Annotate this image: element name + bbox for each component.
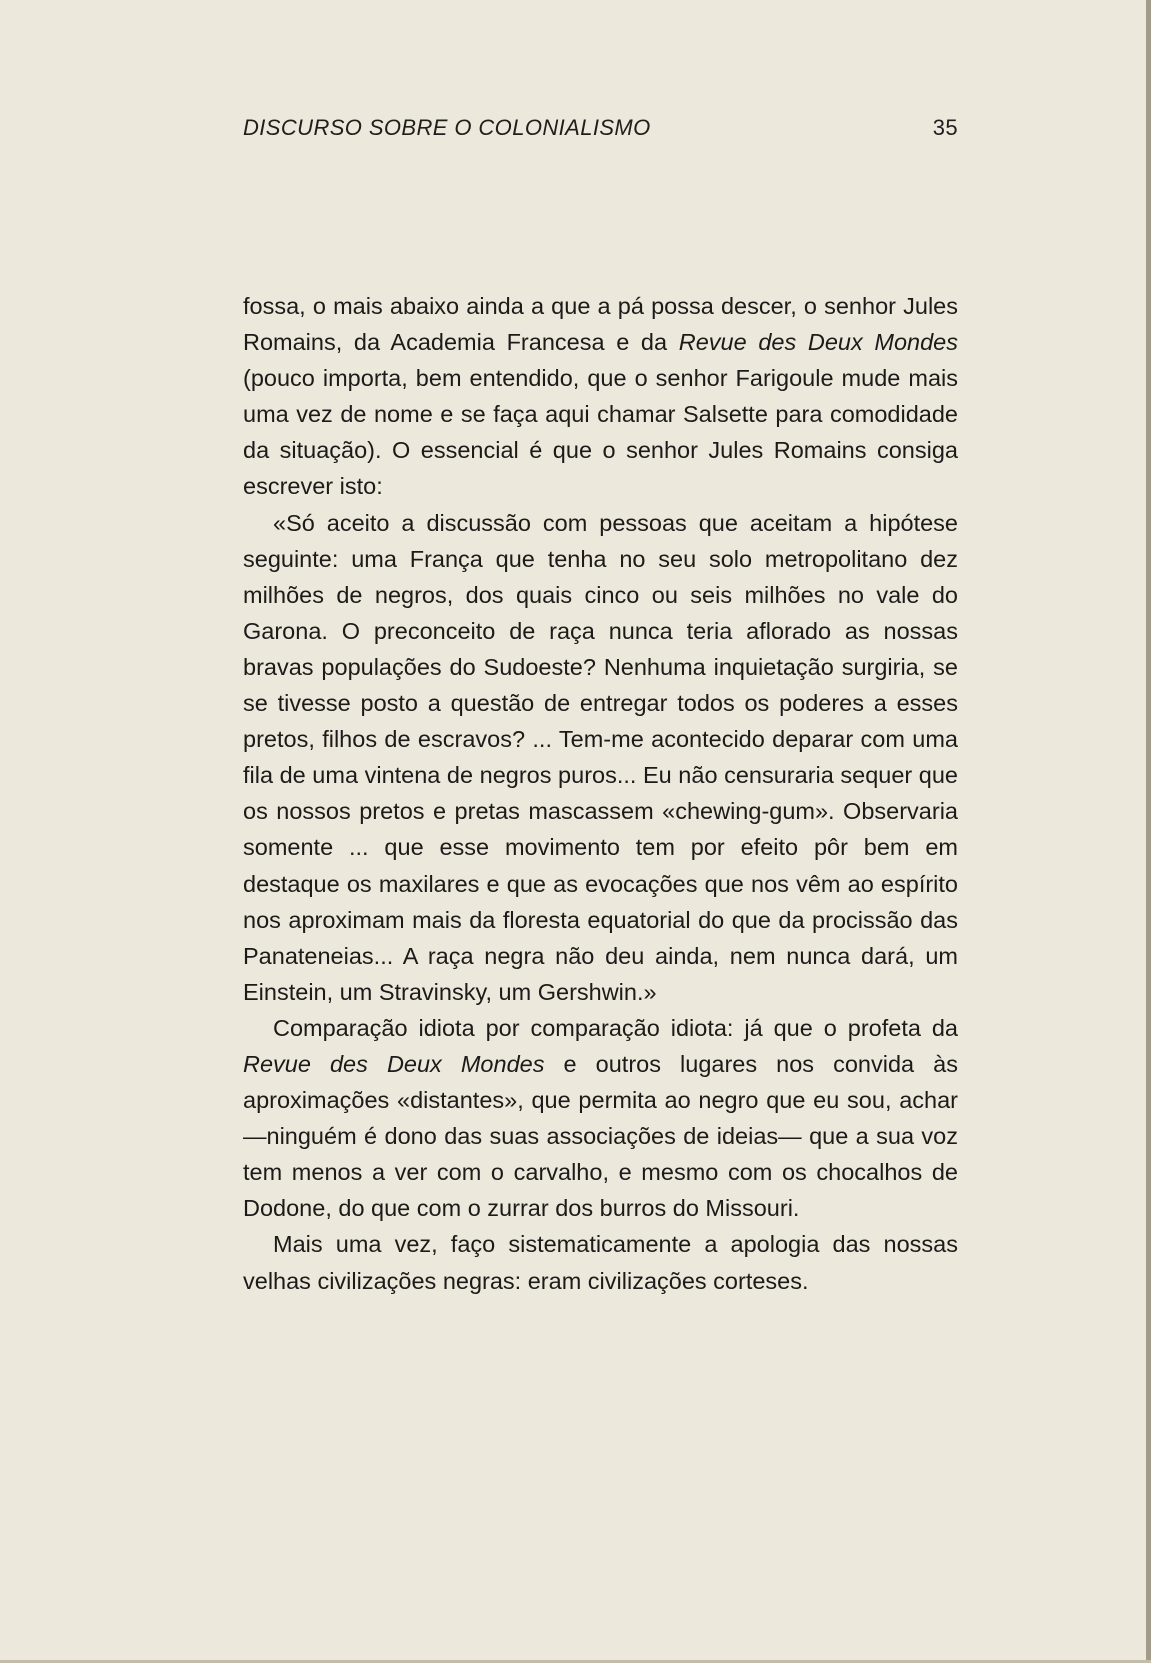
paragraph-4: Mais uma vez, faço sistematicamente a apologia das nossas velhas civilizações negras: eram civilizações corteses. [243,1231,958,1294]
running-title: DISCURSO SOBRE O COLONIALISMO [243,115,651,140]
body-text [243,288,958,1299]
page-number: 35 [932,115,958,140]
page-edge-shadow [1146,0,1151,1663]
paragraph-1 [243,288,958,505]
running-header [243,115,958,145]
paragraph-1-text-a: fossa, o mais abaixo ainda a que a pá possa descer, o senhor Jules Romains, da Academia Francesa e da [243,293,958,356]
paragraph-3-journal-title: Revue des Deux Mondes [243,1050,545,1077]
paragraph-3-text-c: e outros lugares nos convida às aproximações «distantes», que permita ao negro que eu sou, achar —ninguém é dono das suas associações de ideias— que a sua voz tem menos a ver com o carvalho, e mesmo com os chocalhos de Dodone, do que com o zurrar dos burros do Missouri. [243,1050,958,1222]
paragraph-1-text-c: (pouco importa, bem entendido, que o senhor Farigoule mude mais uma vez de nome e se faça aqui chamar Salsette para comodidade da situação). O essencial é que o senhor Jules Romains consiga escrever isto: [243,365,958,500]
paragraph-3 [243,1010,958,1227]
paragraph-1-journal-title: Revue des Deux Mondes [678,329,958,356]
paragraph-2-quotation: «Só aceito a discussão com pessoas que aceitam a hipótese seguinte: uma França que tenha no seu solo metropolitano dez milhões de negros, dos quais cinco ou seis milhões no vale do Garona. O preconceito de raça nunca teria aflorado as nossas bravas populações do Sudoeste? Nenhuma inquietação surgiria, se se tivesse posto a questão de entregar todos os poderes a esses pretos, filhos de escravos? ... Tem-me acontecido deparar com uma fila de uma vintena de negros puros... Eu não censuraria sequer que os nossos pretos e pretas mascassem «chewing-gum». Observaria somente ... que esse movimento tem por efeito pôr bem em destaque os maxilares e que as evocações que nos vêm ao espírito nos aproximam mais da floresta equatorial do que da procissão das Panateneias... A raça negra não deu ainda, nem nunca dará, um Einstein, um Stravinsky, um Gershwin.» [243,509,958,1005]
paragraph-3-text-a: Comparação idiota por comparação idiota: já que o profeta da [273,1014,958,1041]
